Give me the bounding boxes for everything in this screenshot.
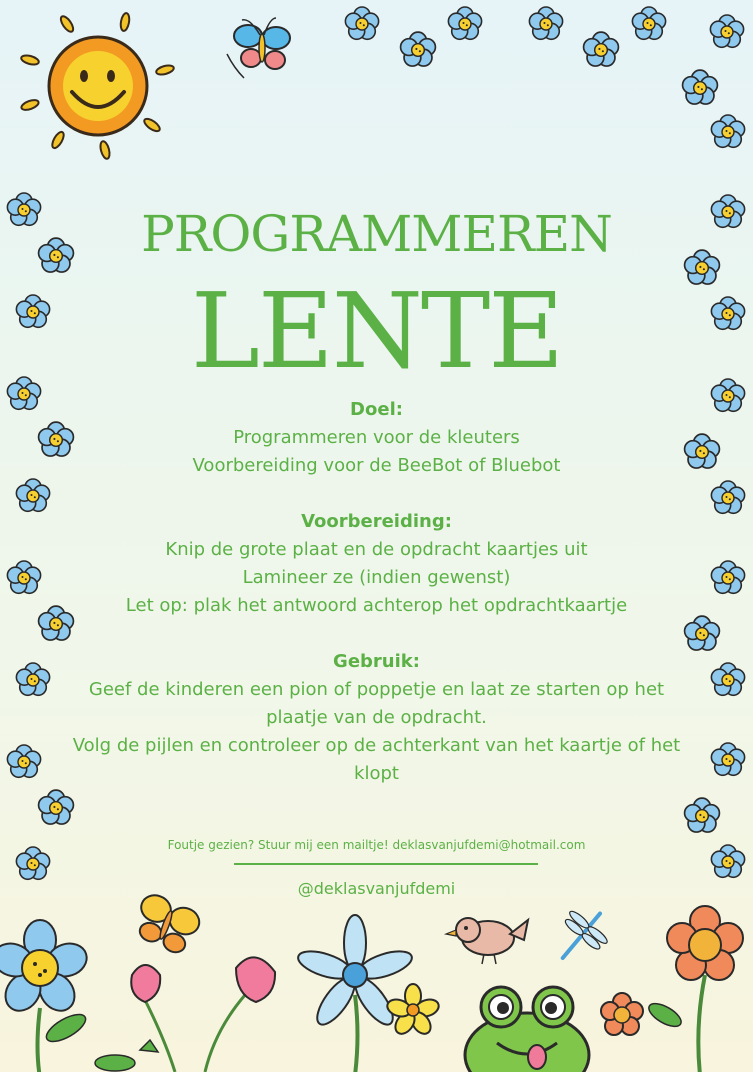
butterfly-icon [227, 18, 290, 78]
section-line: Let op: plak het antwoord achterop het opdrachtkaartje [125, 595, 628, 616]
daisy-icon [0, 920, 135, 1072]
instructions [0, 396, 753, 788]
butterfly-icon [130, 891, 204, 957]
section-heading: Gebruik: [333, 651, 420, 672]
section-line: plaatje van de opdracht. [266, 707, 487, 728]
section-line: Voorbereiding voor de BeeBot of Bluebot [192, 455, 561, 476]
section-line: Lamineer ze (indien gewenst) [242, 567, 511, 588]
dragonfly-icon [544, 898, 618, 973]
tulip-icon [131, 957, 275, 1072]
section-heading: Doel: [350, 399, 403, 420]
daisy-icon [295, 915, 415, 1072]
contact-note: Foutje gezien? Stuur mij een mailtje! deklasvanjufdemi@hotmail.com [167, 838, 586, 852]
sun-icon [20, 12, 175, 159]
section-line: klopt [354, 763, 399, 784]
section-voorbereiding [0, 508, 753, 620]
section-line: Knip de grote plaat en de opdracht kaartjes uit [165, 539, 588, 560]
section-line: Geef de kinderen een pion of poppetje en laat ze starten op het [88, 679, 665, 700]
section-gebruik [0, 648, 753, 788]
poster-subtitle: LENTE [190, 270, 563, 392]
daisy-icon [645, 906, 743, 1072]
social-handle: @deklasvanjufdemi [297, 879, 456, 898]
section-line: Programmeren voor de kleuters [233, 427, 520, 448]
bird-icon [446, 918, 528, 964]
section-heading: Voorbereiding: [301, 511, 452, 532]
divider [234, 863, 538, 865]
daisy-icon [601, 993, 643, 1035]
poster-title: PROGRAMMEREN [141, 205, 612, 263]
daisy-icon [385, 984, 441, 1037]
section-doel [0, 396, 753, 480]
frog-icon [465, 987, 589, 1072]
section-line: Volg de pijlen en controleer op de achterkant van het kaartje of het [72, 735, 681, 756]
